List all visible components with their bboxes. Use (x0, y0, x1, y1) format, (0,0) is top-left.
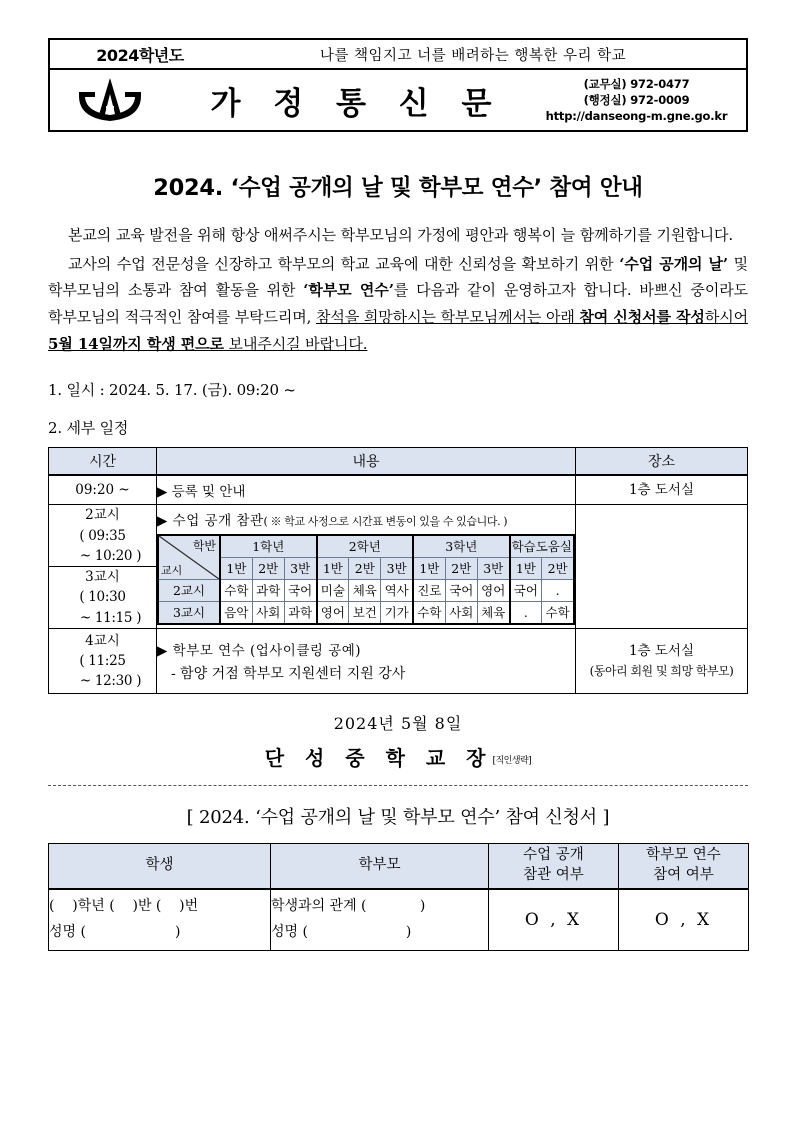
notice-deadline: 5월 14일까지 학생 편으로 (48, 334, 224, 353)
intro-paragraph (48, 222, 748, 249)
parent-name-field[interactable]: 성명 ( ) (271, 924, 412, 941)
open-class-place (576, 505, 748, 629)
training-place-sub: (동아리 회원 및 희망 학부모) (589, 664, 734, 679)
subject-cell: 기가 (381, 601, 413, 624)
timetable-period-2: 2교시 (158, 579, 220, 601)
item-date-time: 1. 일시 : 2024. 5. 17. (금). 09:20 ~ (48, 381, 296, 400)
timetable-class-row (158, 557, 574, 579)
period3-start: ( 10:30 (79, 589, 126, 606)
school-year-label: 2024학년도 (96, 45, 184, 65)
subject-cell: 수학 (542, 601, 574, 624)
class-timetable (157, 534, 575, 625)
attend-class-line2: 참관 여부 (523, 866, 584, 883)
row-registration-place: 1층 도서실 (576, 475, 748, 505)
row-training-content (157, 628, 576, 693)
subject-cell: 과학 (284, 601, 316, 624)
subject-cell: 보건 (349, 601, 381, 624)
subject-cell: 체육 (349, 579, 381, 601)
training-lead: ▶ 학부모 연수 (업사이클링 공예) (157, 642, 362, 659)
masthead-top-row (50, 40, 746, 70)
notice-underline-3: 보내주시길 바랍니다. (223, 334, 368, 353)
subject-cell: 사회 (252, 601, 284, 624)
class-3-3: 3반 (477, 557, 509, 579)
subject-cell: 국어 (510, 579, 542, 601)
class-2-2: 2반 (349, 557, 381, 579)
grade-group-4: 학습도움실 (510, 535, 574, 558)
seal-omitted-note: [직인생략] (492, 755, 532, 766)
table-row (49, 505, 748, 567)
open-class-note: ( ※ 학교 사정으로 시간표 변동이 있을 수 있습니다. ) (263, 514, 508, 528)
class-3-2: 2반 (445, 557, 477, 579)
page-title: 2024. ‘수업 공개의 날 및 학부모 연수’ 참여 안내 (153, 175, 643, 201)
period3-end: ~ 11:15 ) (79, 609, 142, 626)
subject-cell: 영어 (317, 601, 349, 624)
signature-date: 2024년 5월 8일 (333, 713, 463, 733)
subject-cell: 진로 (413, 579, 445, 601)
class-1-2: 2반 (252, 557, 284, 579)
attend-training-line2: 참여 여부 (653, 866, 714, 883)
form-header-student: 학생 (49, 843, 271, 889)
notice-application-form: 참여 신청서를 작성 (579, 308, 705, 327)
header-content: 내용 (157, 448, 576, 476)
main-paragraph (48, 251, 748, 358)
class-2-1: 1반 (317, 557, 349, 579)
training-place-main: 1층 도서실 (628, 642, 695, 659)
subject-cell: . (542, 579, 574, 601)
subject-cell: 체육 (477, 601, 509, 624)
table-row (158, 579, 574, 601)
school-emblem-icon (50, 76, 170, 124)
parent-relation-field[interactable]: 학생과의 관계 ( ) (271, 898, 426, 915)
student-grade-class-number-field[interactable]: ( )학년 ( )반 ( )번 (49, 898, 199, 915)
item-detailed-schedule: 2. 세부 일정 (48, 419, 129, 438)
subject-cell: . (510, 601, 542, 624)
document-page (48, 0, 748, 1123)
class-support-2: 2반 (542, 557, 574, 579)
period4-start: ( 11:25 (79, 652, 126, 669)
attend-class-choice[interactable]: O , X (489, 889, 619, 951)
notice-underline-2: 하시어 (704, 308, 748, 327)
timetable-corner-cell (158, 535, 220, 580)
period3-label: 3교시 (85, 569, 120, 586)
form-header-row (49, 843, 749, 889)
form-header-parent: 학부모 (271, 843, 489, 889)
newsletter-title: 가 정 통 신 문 (210, 85, 503, 122)
attend-training-line1: 학부모 연수 (646, 847, 721, 864)
school-slogan: 나를 책임지고 너를 배려하는 행복한 우리 학교 (319, 47, 627, 64)
subject-cell: 국어 (284, 579, 316, 601)
cut-line-divider (48, 785, 748, 786)
grade-group-1: 1학년 (220, 535, 317, 558)
period2-label: 2교시 (85, 507, 120, 524)
row-training-place (576, 628, 748, 693)
class-3-1: 1반 (413, 557, 445, 579)
subject-cell: 미술 (317, 579, 349, 601)
main-paragraph-part2: 및 학부모님의 소통과 참여 활동을 위한 (48, 254, 748, 300)
grade-group-3: 3학년 (413, 535, 510, 558)
schedule-header-row (49, 448, 748, 476)
row-period3-time (49, 567, 157, 629)
contact-block (529, 76, 746, 125)
open-class-cell (157, 505, 576, 629)
application-form-title: [ 2024. ‘수업 공개의 날 및 학부모 연수’ 참여 신청서 ] (186, 806, 610, 828)
term-parent-training: ‘학부모 연수’ (303, 281, 394, 300)
form-header-attend-training (619, 843, 749, 889)
class-2-3: 3반 (381, 557, 413, 579)
attend-training-choice[interactable]: O , X (619, 889, 749, 951)
timetable-grade-row (158, 535, 574, 558)
term-open-class-day: ‘수업 공개의 날’ (619, 254, 728, 273)
period4-label: 4교시 (85, 632, 120, 649)
class-1-3: 3반 (284, 557, 316, 579)
notice-underline-1: 참석을 희망하시는 학부모님께서는 아래 (316, 308, 580, 327)
principal-title: 단 성 중 학 교 장 (264, 745, 493, 770)
student-name-field[interactable]: 성명 ( ) (49, 924, 181, 941)
table-row (158, 601, 574, 624)
student-info-field[interactable] (49, 889, 271, 951)
attend-class-line1: 수업 공개 (523, 847, 584, 864)
row-period4-time (49, 628, 157, 693)
main-paragraph-part1: 교사의 수업 전문성을 신장하고 학부모의 학교 교육에 대한 신뢰성을 확보하기 위한 (68, 254, 620, 273)
row-registration-content: ▶ 등록 및 안내 (157, 475, 576, 505)
open-class-lead: ▶ 수업 공개 참관 (157, 512, 264, 529)
subject-cell: 사회 (445, 601, 477, 624)
subject-cell: 역사 (381, 579, 413, 601)
period4-end: ~ 12:30 ) (79, 673, 142, 690)
masthead-bottom-row (50, 70, 746, 130)
schedule-table (48, 447, 748, 694)
row-registration-time: 09:20 ~ (49, 475, 157, 505)
main-paragraph-part3: 를 다음과 같이 운영하고자 합니다. 바쁘신 중이라도 학부모님의 적극적인 참여를 부탁드리며, (48, 281, 748, 327)
header-place: 장소 (576, 448, 748, 476)
subject-cell: 수학 (413, 601, 445, 624)
subject-cell: 수학 (220, 579, 252, 601)
form-header-attend-class (489, 843, 619, 889)
office-phone: (교무실) 972-0477 (583, 76, 690, 91)
grade-group-2: 2학년 (317, 535, 414, 558)
subject-cell: 과학 (252, 579, 284, 601)
timetable-period-label: 교시 (161, 563, 183, 577)
table-row (49, 475, 748, 505)
header-time: 시간 (49, 448, 157, 476)
parent-info-field[interactable] (271, 889, 489, 951)
signature-principal (48, 742, 748, 771)
application-form-table (48, 843, 749, 952)
subject-cell: 영어 (477, 579, 509, 601)
masthead (48, 38, 748, 132)
intro-paragraph-text: 본교의 교육 발전을 위해 항상 애써주시는 학부모님의 가정에 평안과 행복이 늘 함께하기를 기원합니다. (68, 226, 734, 244)
table-row (49, 628, 748, 693)
timetable-period-3: 3교시 (158, 601, 220, 624)
period2-end: ~ 10:20 ) (79, 547, 142, 564)
subject-cell: 음악 (220, 601, 252, 624)
period2-start: ( 09:35 (79, 527, 126, 544)
admin-phone: (행정실) 972-0009 (583, 92, 690, 107)
row-period2-time (49, 505, 157, 567)
timetable-class-label: 학반 (192, 538, 216, 553)
school-website-url: http://danseong-m.gne.go.kr (545, 109, 728, 124)
class-support-1: 1반 (510, 557, 542, 579)
class-1-1: 1반 (220, 557, 252, 579)
subject-cell: 국어 (445, 579, 477, 601)
table-row (49, 889, 749, 951)
training-sub: - 함양 거점 학부모 지원센터 지원 강사 (171, 665, 406, 682)
